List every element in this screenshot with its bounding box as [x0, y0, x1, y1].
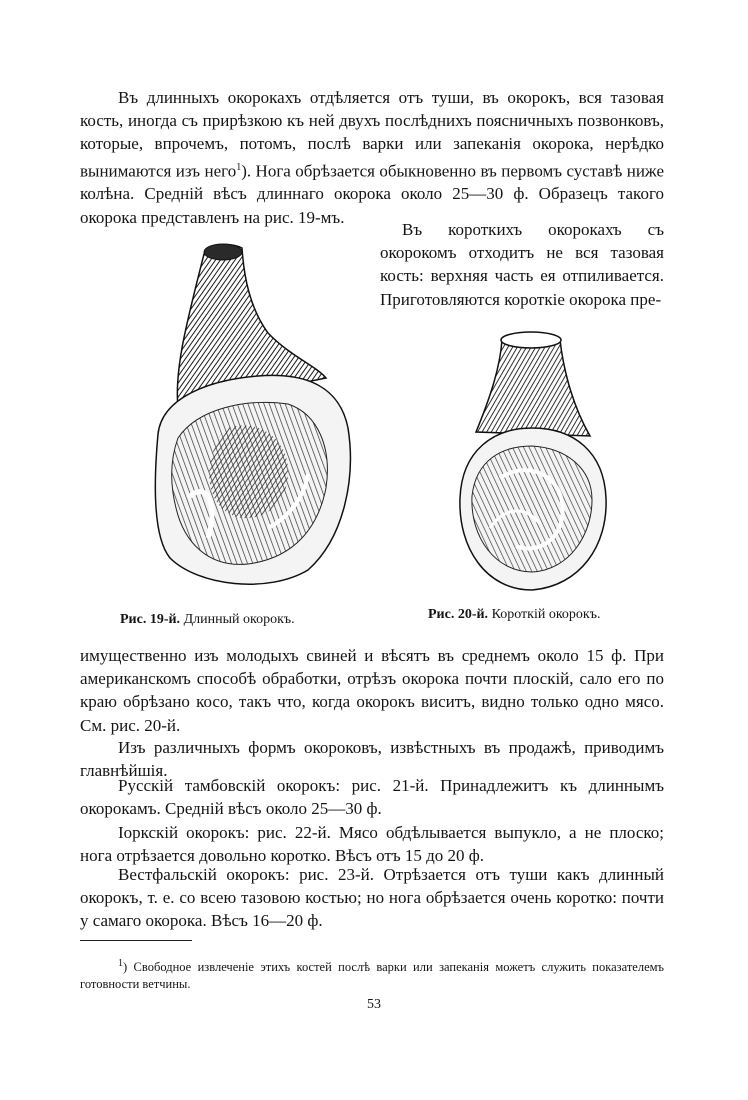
page-number: 53 [367, 997, 381, 1012]
paragraph-short-hams-continued: имущественно изъ молодыхъ свиней и вѣсятъ въ среднемъ около 15 ф. При американскомъ способѣ обработки, отрѣзъ окорока почти плоскій, сало его по краю обрѣзано косо, такъ что, когда окорокъ виситъ, видно только одно мясо. См. рис. 20-й. [80, 646, 664, 735]
figure-19-long-ham [118, 238, 358, 598]
paragraph-tambov-ham [80, 774, 664, 820]
paragraph-text: Изъ различныхъ формъ окороковъ, извѣстныхъ въ продажѣ, приводимъ главнѣйшія. [80, 738, 664, 781]
paragraph-long-hams [80, 86, 664, 229]
figure-20-label: Рис. 20-й. [428, 607, 489, 622]
paragraph-westphalian-ham [80, 863, 664, 933]
footnote [80, 955, 664, 993]
footnote-text: ) Свободное извлеченіе этихъ костей послѣ варки или запеканія можетъ служить показателемъ готовности ветчины. [80, 960, 664, 992]
paragraph-york-ham [80, 821, 664, 867]
figure-20-caption-text: Короткій окорокъ. [491, 607, 601, 622]
figure-19-caption-text: Длинный окорокъ. [183, 612, 295, 627]
paragraph-text-end: ). Нога обрѣзается обыкновенно въ первомъ суставѣ ниже колѣна. Средній вѣсъ длиннаго окорока около 25—30 ф. Образецъ такого окорока представленъ на рис. 19-мъ. [80, 161, 664, 227]
figure-20-caption [428, 606, 600, 624]
paragraph-text: Русскій тамбовскій окорокъ: рис. 21-й. Принадлежитъ къ длиннымъ окорокамъ. Средній вѣсъ около 25—30 ф. [80, 776, 664, 819]
paragraph-text: Вестфальскій окорокъ: рис. 23-й. Отрѣзается отъ туши какъ длинный окорокъ, т. е. со всею тазовою костью; но нога обрѣзается очень коротко: почти у самаго окорока. Вѣсъ 16—20 ф. [80, 865, 664, 931]
paragraph-text: Іоркскій окорокъ: рис. 22-й. Мясо обдѣлывается выпукло, а не плоско; нога отрѣзается довольно коротко. Вѣсъ отъ 15 до 20 ф. [80, 823, 664, 866]
paragraph-text: Въ короткихъ окорокахъ съ окорокомъ отходитъ не вся тазовая кость: верхняя часть ея отпиливается. Приготовляются короткіе окорока пре- [380, 220, 664, 309]
paragraph-text: Въ длинныхъ окорокахъ отдѣляется отъ туши, въ окорокъ, вся тазовая кость, иногда съ прирѣзкою къ ней двухъ послѣднихъ поясничныхъ позвонковъ, которые, впрочемъ, потомъ, послѣ варки или запеканія окорока, нерѣдко вынимаются изъ него [80, 88, 664, 181]
figure-19-label: Рис. 19-й. [120, 612, 181, 627]
figure-19-caption [120, 611, 295, 629]
figure-20-short-ham [440, 328, 620, 600]
footnote-reference: 1 [236, 161, 242, 173]
footnote-mark: 1 [118, 958, 123, 969]
footnote-divider [80, 940, 192, 941]
paragraph-short-hams-side [380, 218, 664, 311]
